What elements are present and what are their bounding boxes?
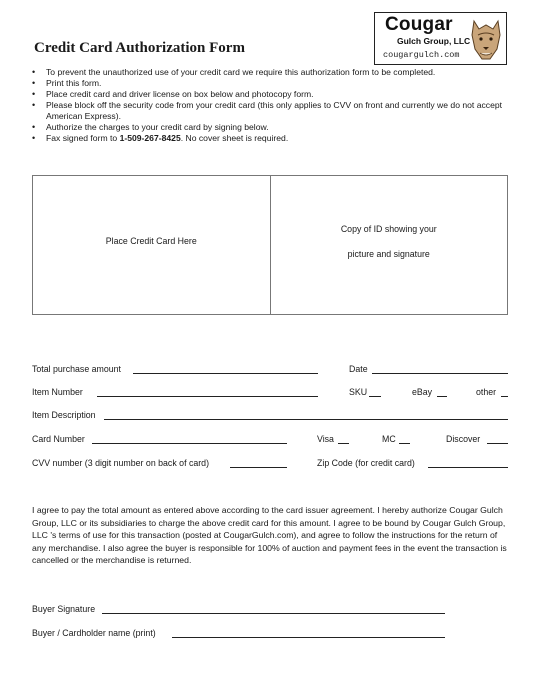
agreement-text: I agree to pay the total amount as entered above according to the card issuer agreement. I hereby authorize Cougar Gulch Group, LLC or its subsidiaries to charge the above credit card for this amount. I agree to be bound by Cougar Gulch Group, LLC 's terms of use for this transaction (posted at CougarGulch.com), and agree to follow the instructions for the return of any merchandise. I also agree the buyer is responsible for 100% of auction and payment fees in the event the transaction is cancelled or the merchandise is returned. — [32, 505, 507, 565]
cvv-label: CVV number (3 digit number on back of card) — [32, 458, 209, 468]
mc-label: MC — [382, 434, 396, 444]
sku-label: SKU — [349, 387, 368, 397]
credit-card-area-label: Place Credit Card Here — [105, 236, 197, 246]
other-label: other — [476, 387, 497, 397]
cardholder-name-label: Buyer / Cardholder name (print) — [32, 628, 156, 638]
card-number-label: Card Number — [32, 434, 85, 444]
buyer-signature-field[interactable] — [102, 613, 445, 614]
discover-label: Discover — [446, 434, 481, 444]
item-description-label: Item Description — [32, 410, 96, 420]
instruction-item-fax — [30, 133, 510, 144]
instruction-item: • To prevent the unauthorized use of your credit card we require this authorization form to be completed. — [30, 67, 510, 78]
instruction-item: • Print this form. — [30, 78, 510, 89]
fax-suffix: . No cover sheet is required. — [180, 133, 289, 143]
id-copy-label-line1: Copy of ID showing your — [340, 224, 437, 234]
zip-label: Zip Code (for credit card) — [317, 458, 415, 468]
sku-checkbox[interactable] — [369, 396, 381, 397]
visa-label: Visa — [317, 434, 334, 444]
id-copy-area — [271, 176, 508, 314]
instructions-list — [30, 67, 510, 144]
logo-url: cougargulch.com — [383, 50, 460, 60]
fax-prefix: Fax signed form to — [46, 133, 120, 143]
other-checkbox[interactable] — [501, 396, 508, 397]
visa-checkbox[interactable] — [338, 443, 349, 444]
zip-field[interactable] — [428, 467, 508, 468]
instruction-item: • Place credit card and driver license on box below and photocopy form. — [30, 89, 510, 100]
credit-card-area — [33, 176, 271, 314]
cardholder-name-field[interactable] — [172, 637, 445, 638]
total-purchase-label: Total purchase amount — [32, 364, 121, 374]
company-logo — [374, 12, 507, 65]
page-title: Credit Card Authorization Form — [34, 40, 245, 56]
date-field[interactable] — [372, 373, 508, 374]
discover-checkbox[interactable] — [487, 443, 508, 444]
cougar-head-icon — [468, 15, 504, 63]
logo-subtitle: Gulch Group, LLC — [397, 36, 471, 46]
mc-checkbox[interactable] — [399, 443, 410, 444]
card-placement-box — [32, 175, 508, 315]
total-purchase-field[interactable] — [133, 373, 318, 374]
item-number-label: Item Number — [32, 387, 83, 397]
ebay-label: eBay — [412, 387, 433, 397]
cvv-field[interactable] — [230, 467, 287, 468]
card-number-field[interactable] — [92, 443, 287, 444]
date-label: Date — [349, 364, 368, 374]
ebay-checkbox[interactable] — [437, 396, 447, 397]
instruction-item: • Please block off the security code from your credit card (this only applies to CVV on front and currently we do not accept American Express). — [30, 100, 510, 122]
item-description-field[interactable] — [104, 419, 508, 420]
logo-brand: Cougar — [385, 14, 453, 35]
fax-number: 1-509-267-8425 — [119, 133, 181, 143]
instruction-item: • Authorize the charges to your credit card by signing below. — [30, 122, 510, 133]
id-copy-label-line2: picture and signature — [347, 249, 430, 259]
buyer-signature-label: Buyer Signature — [32, 604, 96, 614]
item-number-field[interactable] — [97, 396, 318, 397]
